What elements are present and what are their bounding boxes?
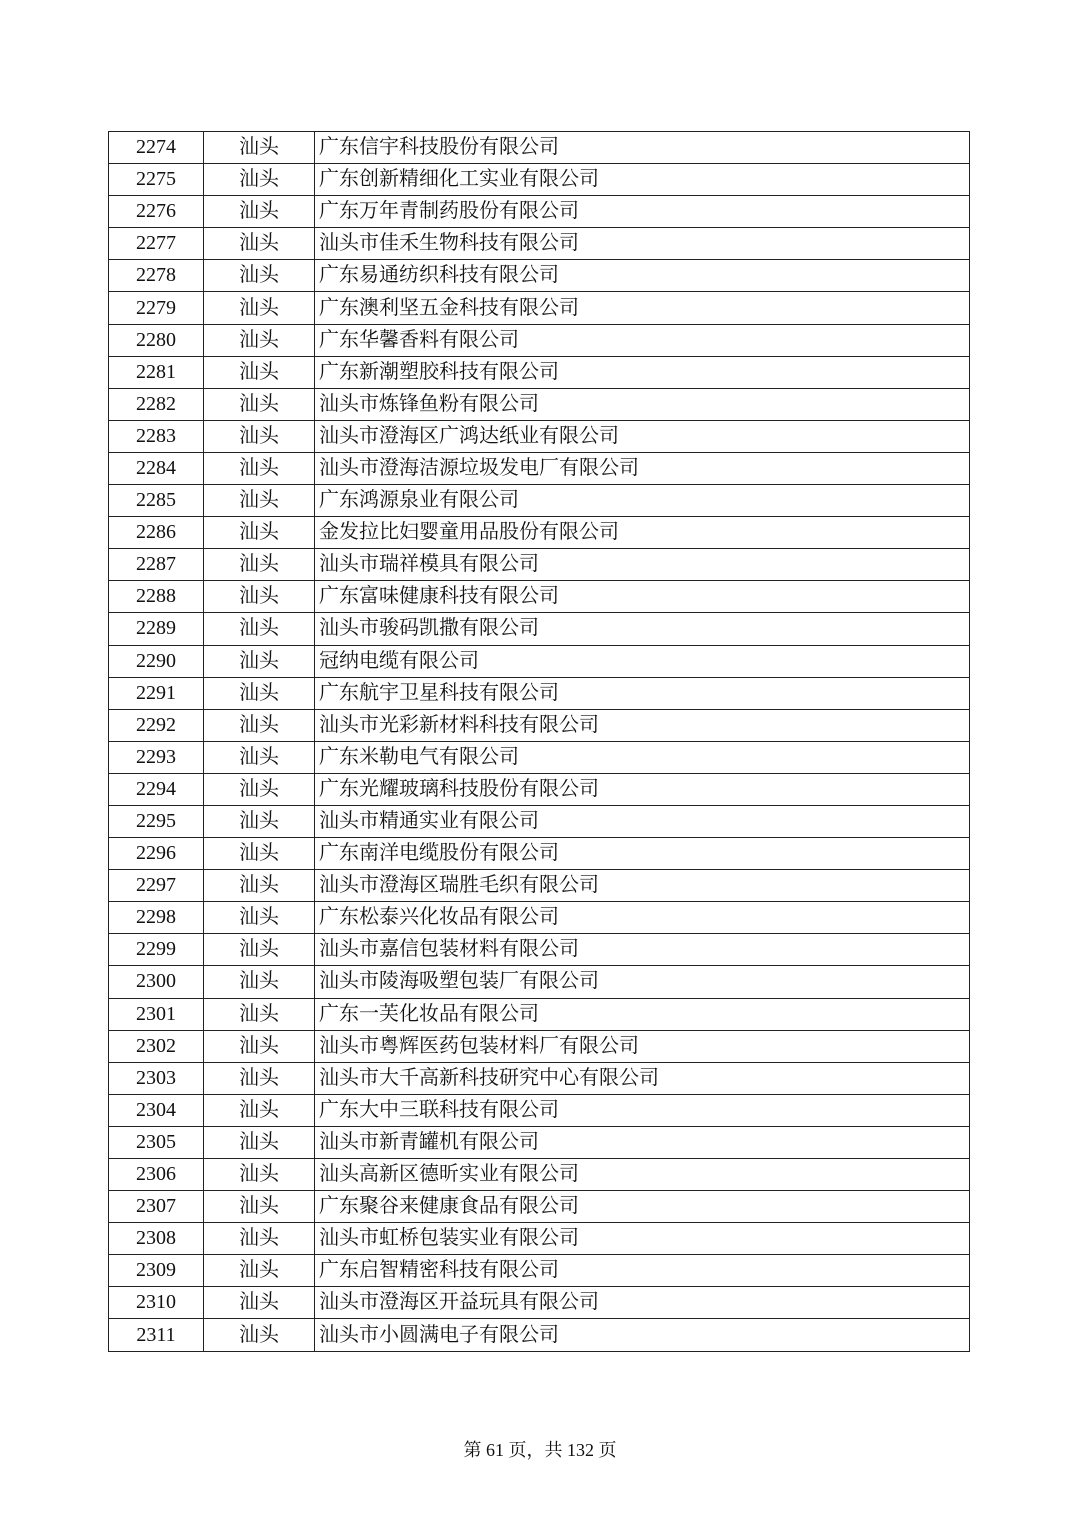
row-city: 汕头 bbox=[204, 228, 315, 260]
row-city: 汕头 bbox=[204, 645, 315, 677]
row-number: 2274 bbox=[109, 132, 204, 164]
row-company: 冠纳电缆有限公司 bbox=[315, 645, 970, 677]
row-company: 广东信宇科技股份有限公司 bbox=[315, 132, 970, 164]
table-row bbox=[109, 196, 970, 228]
row-city: 汕头 bbox=[204, 1062, 315, 1094]
row-company: 广东光耀玻璃科技股份有限公司 bbox=[315, 773, 970, 805]
table-row bbox=[109, 773, 970, 805]
row-company: 汕头市澄海区广鸿达纸业有限公司 bbox=[315, 420, 970, 452]
row-city: 汕头 bbox=[204, 1223, 315, 1255]
row-number: 2283 bbox=[109, 420, 204, 452]
row-number: 2303 bbox=[109, 1062, 204, 1094]
row-company: 汕头市新青罐机有限公司 bbox=[315, 1126, 970, 1158]
row-company: 广东鸿源泉业有限公司 bbox=[315, 485, 970, 517]
row-number: 2295 bbox=[109, 805, 204, 837]
row-number: 2281 bbox=[109, 356, 204, 388]
table-row bbox=[109, 164, 970, 196]
table-row bbox=[109, 613, 970, 645]
row-company: 汕头市精通实业有限公司 bbox=[315, 805, 970, 837]
row-company: 广东富味健康科技有限公司 bbox=[315, 581, 970, 613]
table-row bbox=[109, 228, 970, 260]
row-city: 汕头 bbox=[204, 741, 315, 773]
row-city: 汕头 bbox=[204, 1159, 315, 1191]
row-number: 2276 bbox=[109, 196, 204, 228]
table-row bbox=[109, 388, 970, 420]
table-row bbox=[109, 709, 970, 741]
row-city: 汕头 bbox=[204, 838, 315, 870]
table-row bbox=[109, 1030, 970, 1062]
row-city: 汕头 bbox=[204, 1255, 315, 1287]
table-row bbox=[109, 1159, 970, 1191]
table-row bbox=[109, 485, 970, 517]
table-row bbox=[109, 549, 970, 581]
table-row bbox=[109, 966, 970, 998]
row-city: 汕头 bbox=[204, 356, 315, 388]
table-row bbox=[109, 132, 970, 164]
row-number: 2294 bbox=[109, 773, 204, 805]
row-number: 2290 bbox=[109, 645, 204, 677]
table-row bbox=[109, 998, 970, 1030]
row-city: 汕头 bbox=[204, 966, 315, 998]
row-city: 汕头 bbox=[204, 196, 315, 228]
row-company: 汕头市陵海吸塑包装厂有限公司 bbox=[315, 966, 970, 998]
row-number: 2309 bbox=[109, 1255, 204, 1287]
row-city: 汕头 bbox=[204, 805, 315, 837]
row-company: 广东华馨香料有限公司 bbox=[315, 324, 970, 356]
row-number: 2280 bbox=[109, 324, 204, 356]
row-number: 2301 bbox=[109, 998, 204, 1030]
row-number: 2278 bbox=[109, 260, 204, 292]
table-row bbox=[109, 1191, 970, 1223]
table-row bbox=[109, 838, 970, 870]
row-city: 汕头 bbox=[204, 1030, 315, 1062]
table-row bbox=[109, 292, 970, 324]
row-city: 汕头 bbox=[204, 1094, 315, 1126]
row-number: 2296 bbox=[109, 838, 204, 870]
row-company: 金发拉比妇婴童用品股份有限公司 bbox=[315, 517, 970, 549]
row-number: 2300 bbox=[109, 966, 204, 998]
table-row bbox=[109, 1255, 970, 1287]
row-company: 汕头市虹桥包装实业有限公司 bbox=[315, 1223, 970, 1255]
row-city: 汕头 bbox=[204, 292, 315, 324]
row-number: 2298 bbox=[109, 902, 204, 934]
row-number: 2310 bbox=[109, 1287, 204, 1319]
row-company: 广东澳利坚五金科技有限公司 bbox=[315, 292, 970, 324]
row-number: 2277 bbox=[109, 228, 204, 260]
row-company: 广东创新精细化工实业有限公司 bbox=[315, 164, 970, 196]
table-row bbox=[109, 260, 970, 292]
row-company: 汕头市澄海洁源垃圾发电厂有限公司 bbox=[315, 452, 970, 484]
row-number: 2304 bbox=[109, 1094, 204, 1126]
row-company: 广东聚谷来健康食品有限公司 bbox=[315, 1191, 970, 1223]
row-company: 广东新潮塑胶科技有限公司 bbox=[315, 356, 970, 388]
row-company: 汕头市瑞祥模具有限公司 bbox=[315, 549, 970, 581]
row-company: 汕头市澄海区开益玩具有限公司 bbox=[315, 1287, 970, 1319]
row-number: 2279 bbox=[109, 292, 204, 324]
row-city: 汕头 bbox=[204, 420, 315, 452]
row-number: 2288 bbox=[109, 581, 204, 613]
row-city: 汕头 bbox=[204, 902, 315, 934]
table-row bbox=[109, 324, 970, 356]
row-number: 2292 bbox=[109, 709, 204, 741]
row-city: 汕头 bbox=[204, 1319, 315, 1351]
row-company: 汕头市骏码凯撒有限公司 bbox=[315, 613, 970, 645]
row-city: 汕头 bbox=[204, 1191, 315, 1223]
row-number: 2306 bbox=[109, 1159, 204, 1191]
row-number: 2299 bbox=[109, 934, 204, 966]
row-city: 汕头 bbox=[204, 870, 315, 902]
table-row bbox=[109, 1126, 970, 1158]
row-city: 汕头 bbox=[204, 709, 315, 741]
row-number: 2293 bbox=[109, 741, 204, 773]
row-number: 2307 bbox=[109, 1191, 204, 1223]
row-city: 汕头 bbox=[204, 934, 315, 966]
row-city: 汕头 bbox=[204, 677, 315, 709]
row-number: 2289 bbox=[109, 613, 204, 645]
table-row bbox=[109, 902, 970, 934]
row-number: 2308 bbox=[109, 1223, 204, 1255]
row-number: 2284 bbox=[109, 452, 204, 484]
row-company: 广东松泰兴化妆品有限公司 bbox=[315, 902, 970, 934]
row-company: 广东航宇卫星科技有限公司 bbox=[315, 677, 970, 709]
table-row bbox=[109, 420, 970, 452]
row-number: 2287 bbox=[109, 549, 204, 581]
row-city: 汕头 bbox=[204, 581, 315, 613]
row-company: 汕头市光彩新材料科技有限公司 bbox=[315, 709, 970, 741]
row-company: 汕头市澄海区瑞胜毛织有限公司 bbox=[315, 870, 970, 902]
row-company: 汕头市粤辉医药包装材料厂有限公司 bbox=[315, 1030, 970, 1062]
row-number: 2311 bbox=[109, 1319, 204, 1351]
row-number: 2282 bbox=[109, 388, 204, 420]
row-company: 汕头市炼锋鱼粉有限公司 bbox=[315, 388, 970, 420]
table-row bbox=[109, 452, 970, 484]
row-company: 广东大中三联科技有限公司 bbox=[315, 1094, 970, 1126]
row-number: 2275 bbox=[109, 164, 204, 196]
row-company: 广东启智精密科技有限公司 bbox=[315, 1255, 970, 1287]
table-row bbox=[109, 645, 970, 677]
row-company: 汕头高新区德昕实业有限公司 bbox=[315, 1159, 970, 1191]
row-city: 汕头 bbox=[204, 324, 315, 356]
row-city: 汕头 bbox=[204, 485, 315, 517]
page-number: 第 61 页，共 132 页 bbox=[463, 1440, 617, 1460]
table-row bbox=[109, 581, 970, 613]
row-city: 汕头 bbox=[204, 452, 315, 484]
row-number: 2286 bbox=[109, 517, 204, 549]
row-number: 2302 bbox=[109, 1030, 204, 1062]
row-company: 广东南洋电缆股份有限公司 bbox=[315, 838, 970, 870]
table-row bbox=[109, 741, 970, 773]
table-row bbox=[109, 805, 970, 837]
row-city: 汕头 bbox=[204, 517, 315, 549]
row-city: 汕头 bbox=[204, 1126, 315, 1158]
row-number: 2305 bbox=[109, 1126, 204, 1158]
table-row bbox=[109, 677, 970, 709]
row-company: 广东万年青制药股份有限公司 bbox=[315, 196, 970, 228]
row-city: 汕头 bbox=[204, 1287, 315, 1319]
row-number: 2285 bbox=[109, 485, 204, 517]
table-row bbox=[109, 356, 970, 388]
table-row bbox=[109, 1287, 970, 1319]
table-body bbox=[109, 132, 970, 1352]
row-city: 汕头 bbox=[204, 260, 315, 292]
table-row bbox=[109, 870, 970, 902]
company-list-table bbox=[108, 131, 970, 1352]
row-city: 汕头 bbox=[204, 164, 315, 196]
row-number: 2297 bbox=[109, 870, 204, 902]
table-row bbox=[109, 934, 970, 966]
row-city: 汕头 bbox=[204, 998, 315, 1030]
table-row bbox=[109, 1319, 970, 1351]
table-row bbox=[109, 1223, 970, 1255]
row-city: 汕头 bbox=[204, 388, 315, 420]
row-company: 汕头市大千高新科技研究中心有限公司 bbox=[315, 1062, 970, 1094]
row-city: 汕头 bbox=[204, 773, 315, 805]
row-city: 汕头 bbox=[204, 132, 315, 164]
table-row bbox=[109, 517, 970, 549]
row-company: 汕头市嘉信包装材料有限公司 bbox=[315, 934, 970, 966]
row-company: 汕头市佳禾生物科技有限公司 bbox=[315, 228, 970, 260]
table-row bbox=[109, 1094, 970, 1126]
row-number: 2291 bbox=[109, 677, 204, 709]
row-company: 广东易通纺织科技有限公司 bbox=[315, 260, 970, 292]
row-city: 汕头 bbox=[204, 549, 315, 581]
row-company: 广东一芙化妆品有限公司 bbox=[315, 998, 970, 1030]
row-city: 汕头 bbox=[204, 613, 315, 645]
table-row bbox=[109, 1062, 970, 1094]
row-company: 汕头市小圆满电子有限公司 bbox=[315, 1319, 970, 1351]
row-company: 广东米勒电气有限公司 bbox=[315, 741, 970, 773]
